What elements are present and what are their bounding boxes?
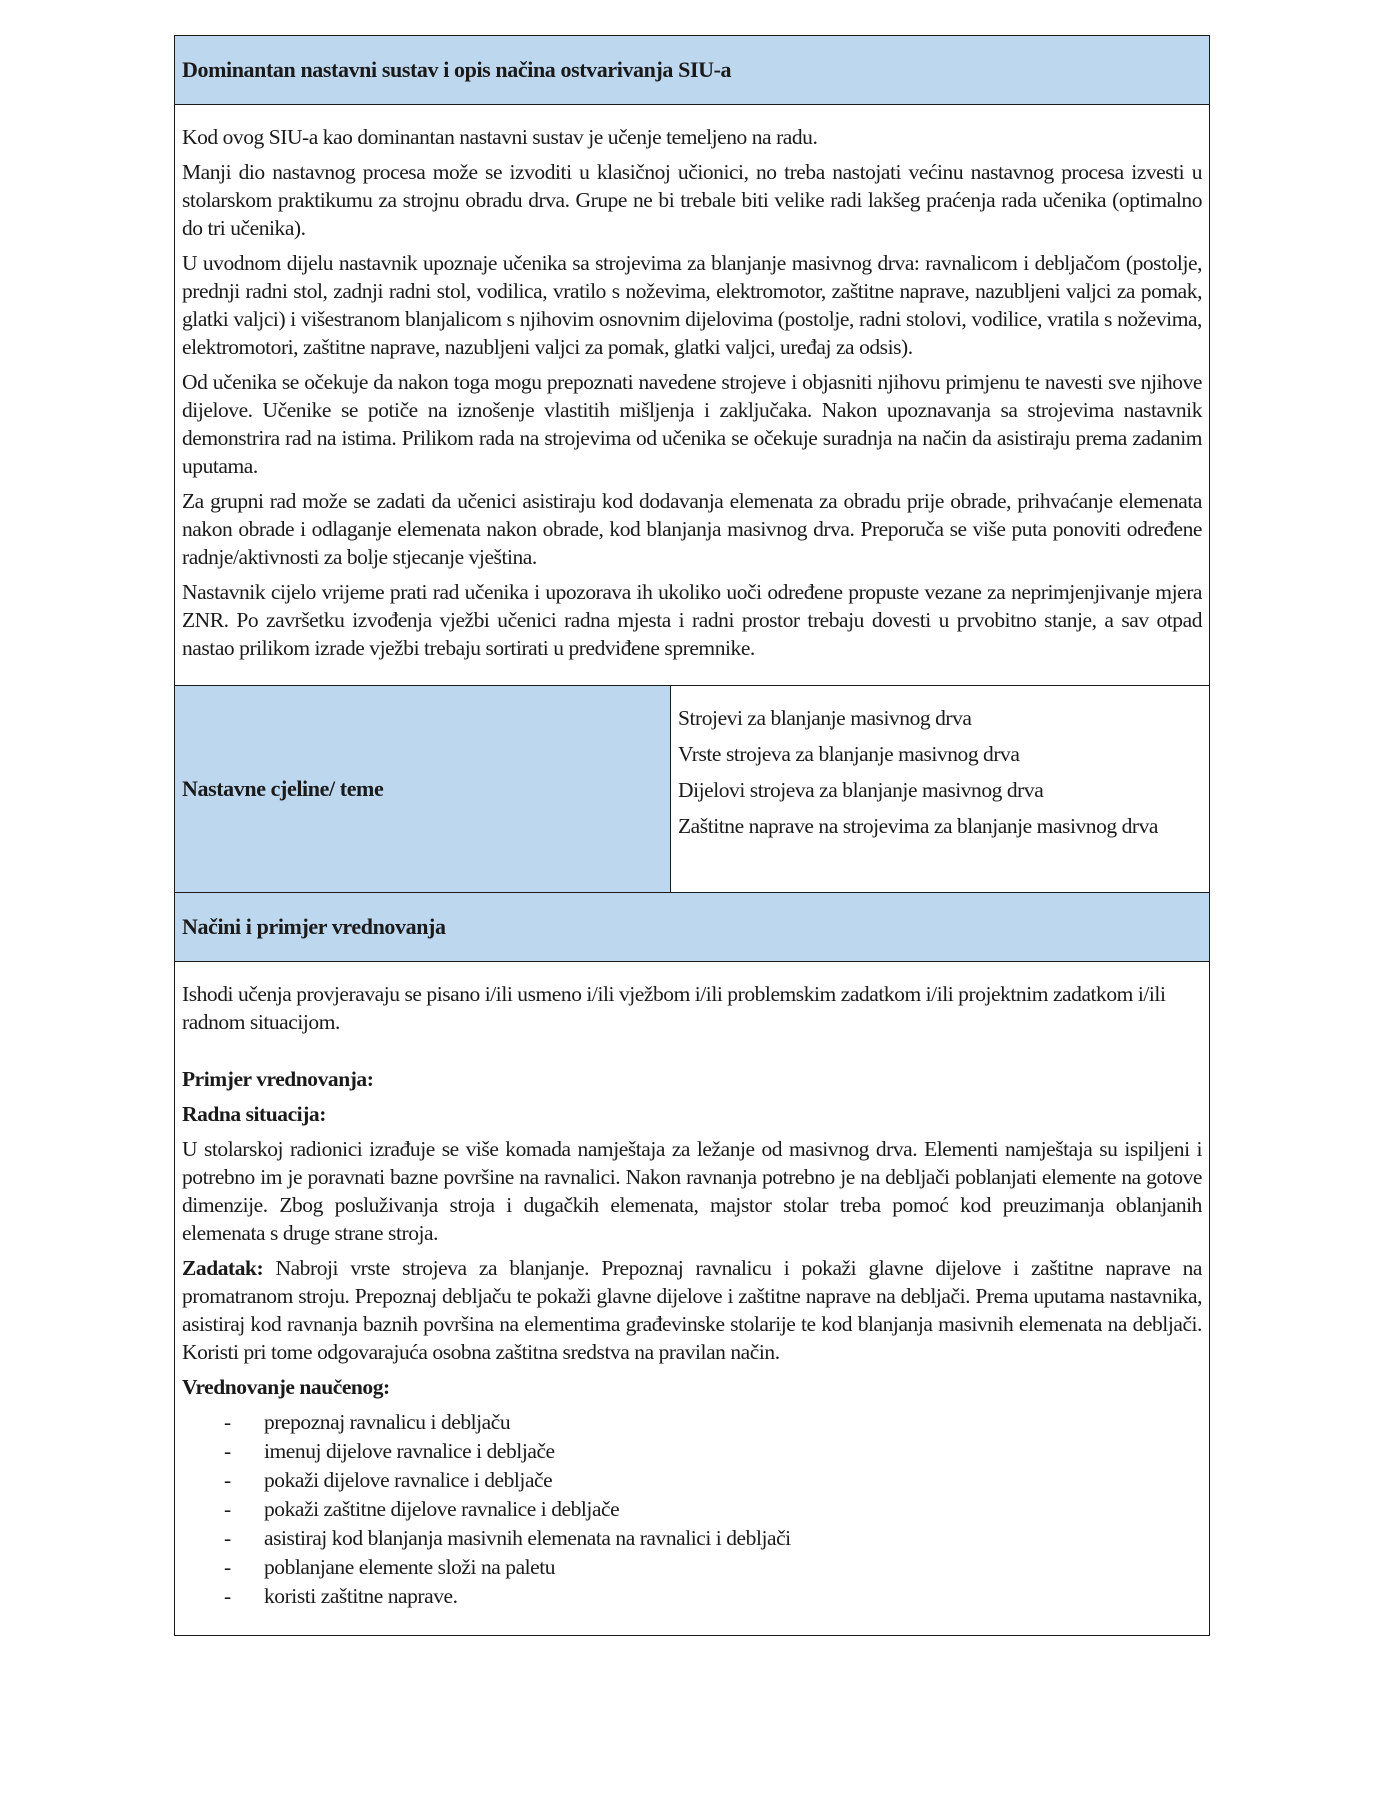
topics-list xyxy=(671,686,1209,892)
dash-bullet-icon: - xyxy=(224,1468,231,1492)
topics-label-cell xyxy=(175,686,671,892)
paragraph: U uvodnom dijelu nastavnik upoznaje učenika sa strojevima za blanjanje masivnog drva: ravnalicom i debljačom (postolje, prednji radni stol, zadnji radni stol, vodilica, vratilo s noževima, elektromotor, zaštitne naprave, nazubljeni valjci za pomak, glatki valjci) i višestranom blanjalicom s njihovim osnovnim dijelovima (postolje, radni stolovi, vodilice, vratila s noževima, elektromotori, zaštitne naprave, nazubljeni valjci za pomak, glatki valjci, uređaj za odsis). xyxy=(182,251,1202,359)
list-item xyxy=(182,1408,1202,1437)
list-item xyxy=(182,1582,1202,1611)
eval-list xyxy=(182,1408,1202,1611)
topics-label: Nastavne cjeline/ teme xyxy=(182,776,384,801)
topics-row xyxy=(175,686,1209,893)
list-item-text: pokaži zaštitne dijelove ravnalice i debljače xyxy=(264,1497,620,1521)
task-text: Nabroji vrste strojeva za blanjanje. Prepoznaj ravnalicu i pokaži glavne dijelove i zaštitne naprave na promatranom stroju. Prepoznaj debljaču te pokaži glavne dijelove i zaštitne naprave na debljači. Prema uputama nastavnika, asistiraj kod ravnanja baznih površina na elementima građevinske stolarije te kod blanjanja masivnih elemenata na debljači. Koristi pri tome odgovarajuća osobna zaštitna sredstva na pravilan način. xyxy=(182,1256,1202,1364)
list-item xyxy=(182,1437,1202,1466)
teaching-system-description xyxy=(175,105,1209,686)
section-title: Dominantan nastavni sustav i opis načina ostvarivanja SIU-a xyxy=(182,57,732,82)
dash-bullet-icon: - xyxy=(224,1439,231,1463)
paragraph: Nastavnik cijelo vrijeme prati rad učenika i upozorava ih ukoliko uoči određene propuste vezane za neprimjenjivanje mjera ZNR. Po završetku izvođenja vježbi učenici radna mjesta i radni prostor trebaju dovesti u prvobitno stanje, a sav otpad nastao prilikom izrade vježbi trebaju sortirati u predviđene spremnike. xyxy=(182,580,1202,660)
dash-bullet-icon: - xyxy=(224,1555,231,1579)
topic-item: Vrste strojeva za blanjanje masivnog drva xyxy=(678,742,1020,766)
paragraph: Za grupni rad može se zadati da učenici asistiraju kod dodavanja elemenata za obradu prije obrade, prihvaćanje elemenata nakon obrade i odlaganje elemenata nakon obrade, kod blanjanja masivnog drva. Preporuča se više puta ponoviti određene radnje/aktivnosti za bolje stjecanje vještina. xyxy=(182,489,1202,569)
dash-bullet-icon: - xyxy=(224,1526,231,1550)
example-heading: Primjer vrednovanja: xyxy=(182,1067,374,1091)
paragraph: Manji dio nastavnog procesa može se izvoditi u klasičnoj učionici, no treba nastojati većinu nastavnog procesa izvesti u stolarskom praktikumu za strojnu obradu drva. Grupe ne bi trebale biti velike radi lakšeg praćenja rada učenika (optimalno do tri učenika). xyxy=(182,160,1202,240)
topic-item: Strojevi za blanjanje masivnog drva xyxy=(678,706,972,730)
dash-bullet-icon: - xyxy=(224,1497,231,1521)
situation-text: U stolarskoj radionici izrađuje se više komada namještaja za ležanje od masivnog drva. Elementi namještaja su ispiljeni i potrebno im je poravnati bazne površine na ravnalici. Nakon ravnanja potrebno je na debljači poblanjati elemente na gotove dimenzije. Zbog posluživanja stroja i dugačkih elemenata, majstor stolar treba pomoć kod preuzimanja oblanjanih elemenata s druge strane stroja. xyxy=(182,1137,1202,1245)
section-header-evaluation xyxy=(175,893,1209,962)
spacer xyxy=(182,1043,1202,1065)
situation-heading: Radna situacija: xyxy=(182,1102,326,1126)
section-header-teaching-system xyxy=(175,36,1209,105)
dash-bullet-icon: - xyxy=(224,1410,231,1434)
list-item-text: asistiraj kod blanjanja masivnih elemenata na ravnalici i debljači xyxy=(264,1526,791,1550)
list-item-text: pokaži dijelove ravnalice i debljače xyxy=(264,1468,553,1492)
topic-item: Dijelovi strojeva za blanjanje masivnog drva xyxy=(678,778,1044,802)
list-item-text: imenuj dijelove ravnalice i debljače xyxy=(264,1439,555,1463)
task-label: Zadatak: xyxy=(182,1256,264,1280)
list-item xyxy=(182,1466,1202,1495)
curriculum-table xyxy=(174,35,1210,1636)
list-item xyxy=(182,1495,1202,1524)
paragraph: Kod ovog SIU-a kao dominantan nastavni sustav je učenje temeljeno na radu. xyxy=(182,125,818,149)
list-item-text: poblanjane elemente složi na paletu xyxy=(264,1555,556,1579)
task-paragraph xyxy=(182,1254,1202,1366)
evaluation-intro: Ishodi učenja provjeravaju se pisano i/ili usmeno i/ili vježbom i/ili problemskim zadatkom i/ili projektnim zadatkom i/ili radnom situacijom. xyxy=(182,982,1166,1034)
eval-heading: Vrednovanje naučenog: xyxy=(182,1375,390,1399)
list-item xyxy=(182,1553,1202,1582)
topic-item: Zaštitne naprave na strojevima za blanjanje masivnog drva xyxy=(678,814,1159,838)
list-item xyxy=(182,1524,1202,1553)
list-item-text: koristi zaštitne naprave. xyxy=(264,1584,458,1608)
list-item-text: prepoznaj ravnalicu i debljaču xyxy=(264,1410,511,1434)
dash-bullet-icon: - xyxy=(224,1584,231,1608)
section-title: Načini i primjer vrednovanja xyxy=(182,914,446,939)
evaluation-description xyxy=(175,962,1209,1635)
paragraph: Od učenika se očekuje da nakon toga mogu prepoznati navedene strojeve i objasniti njihovu primjenu te navesti sve njihove dijelove. Učenike se potiče na iznošenje vlastitih mišljenja i zaključaka. Nakon upoznavanja sa strojevima nastavnik demonstrira rad na istima. Prilikom rada na strojevima od učenika se očekuje suradnja na način da asistiraju prema zadanim uputama. xyxy=(182,370,1202,478)
